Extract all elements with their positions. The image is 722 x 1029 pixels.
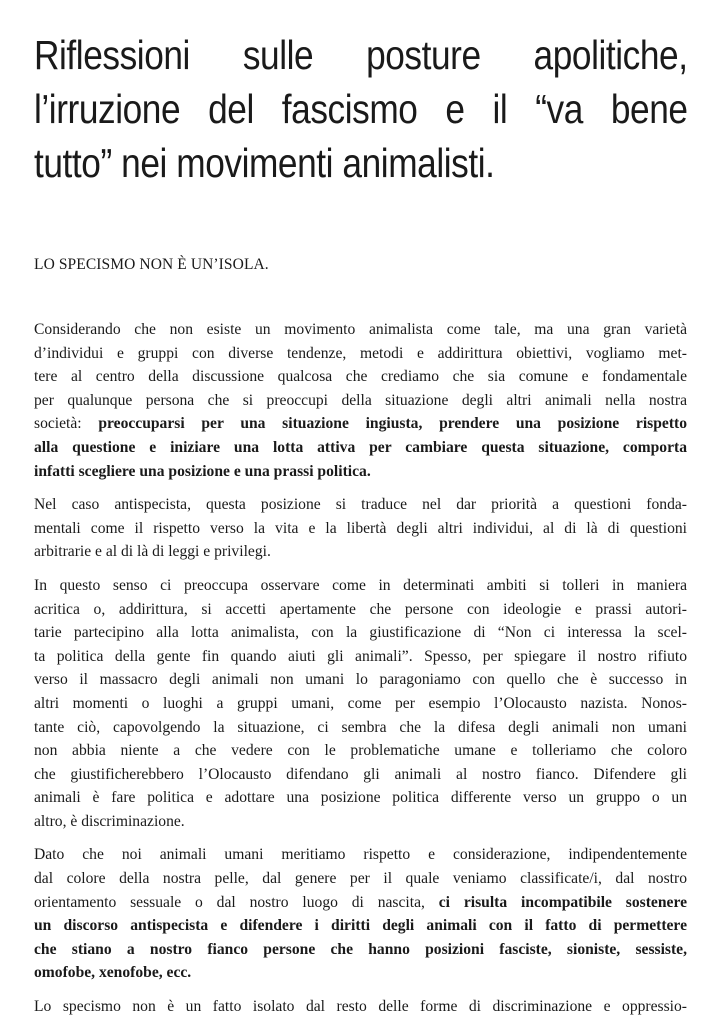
paragraph: [34, 574, 687, 834]
paragraph: [34, 843, 687, 985]
text-line: [34, 412, 687, 436]
text-line: tante ciò, capovolgendo la situazione, ci sembra che la difesa degli animali non umani: [34, 718, 687, 736]
bold-text: preoccuparsi per una situazione ingiusta, prendere una posizione rispetto: [98, 415, 688, 433]
bold-text-line: un discorso antispecista e difendere i diritti degli animali con il fatto di permettere: [34, 917, 687, 935]
title-line: tutto” nei movimenti animalisti.: [34, 140, 495, 186]
bold-text-line: infatti scegliere una posizione e una prassi politica.: [34, 462, 371, 480]
title-line: l’irruzione del fascismo e il “va bene: [34, 86, 688, 132]
text-line: arbitrarie e al di là di leggi e privilegi.: [34, 543, 271, 561]
bold-text-line: alla questione e iniziare una lotta attiva per cambiare questa situazione, comporta: [34, 438, 687, 456]
text-line: animali è fare politica e adottare una posizione politica differente verso un gruppo o un: [34, 789, 687, 807]
text-line: non abbia niente a che vedere con le problematiche umane e tolleriamo che coloro: [34, 742, 687, 760]
text-line: altri momenti o luoghi a gruppi umani, come per esempio l’Olocausto nazista. Nonos-: [34, 694, 687, 712]
text-line: tarie partecipino alla lotta animalista, con la giustificazione di “Non ci interessa la scel-: [34, 624, 687, 642]
text-line: Nel caso antispecista, questa posizione si traduce nel dar priorità a questioni fonda-: [34, 496, 687, 514]
text-line: Lo specismo non è un fatto isolato dal resto delle forme di discriminazione e oppressio-: [34, 998, 687, 1016]
paragraph: [34, 318, 687, 483]
text-line: dal colore della nostra pelle, dal genere per il quale veniamo classificate/i, dal nostro: [34, 870, 687, 888]
text-line: verso il massacro degli animali non umani lo paragoniamo con quello che è successo in: [34, 671, 687, 689]
text-line: In questo senso ci preoccupa osservare come in determinati ambiti si tolleri in maniera: [34, 576, 687, 594]
body-text: [34, 318, 687, 1029]
text-line: acritica o, addirittura, si accetti apertamente che persone con ideologie e prassi autori-: [34, 600, 687, 618]
bold-text: ci risulta incompatibile sostenere: [438, 893, 688, 911]
text-line: altro, è discriminazione.: [34, 812, 185, 830]
text-line: per qualunque persona che si preoccupi della situazione degli altri animali nella nostra: [34, 391, 687, 409]
text-line: Dato che noi animali umani meritiamo rispetto e considerazione, indipendentemente: [34, 846, 687, 864]
paragraph: [34, 493, 687, 564]
title-line: Riflessioni sulle posture apolitiche,: [34, 32, 688, 78]
text-line: ta politica della gente fin quando aiuti gli animali”. Spesso, per spiegare il nostro rifiuto: [34, 647, 687, 665]
text-fragment: società:: [34, 415, 99, 433]
text-line: mentali come il rispetto verso la vita e la libertà degli altri individui, al di là di questioni: [34, 519, 687, 537]
bold-text-line: omofobe, xenofobe, ecc.: [34, 964, 192, 982]
text-line: Considerando che non esiste un movimento animalista come tale, ma una gran varietà: [34, 321, 687, 338]
section-heading: LO SPECISMO NON È UN’ISOLA.: [34, 256, 269, 273]
bold-text-line: che stiano a nostro fianco persone che hanno posizioni fasciste, sioniste, sessiste,: [34, 940, 687, 958]
paragraph: [34, 995, 687, 1019]
text-line: che giustificherebbero l’Olocausto difendano gli animali al nostro fianco. Difendere gli: [34, 765, 687, 783]
text-fragment: orientamento sessuale o dal nostro luogo di nascita,: [34, 893, 439, 911]
document-title: [34, 28, 688, 190]
text-line: [34, 891, 687, 915]
text-line: d’individui e gruppi con diverse tendenze, metodi e addirittura obiettivi, vogliamo met-: [34, 344, 687, 362]
text-line: tere al centro della discussione qualcosa che crediamo che sia comune e fondamentale: [34, 368, 687, 386]
